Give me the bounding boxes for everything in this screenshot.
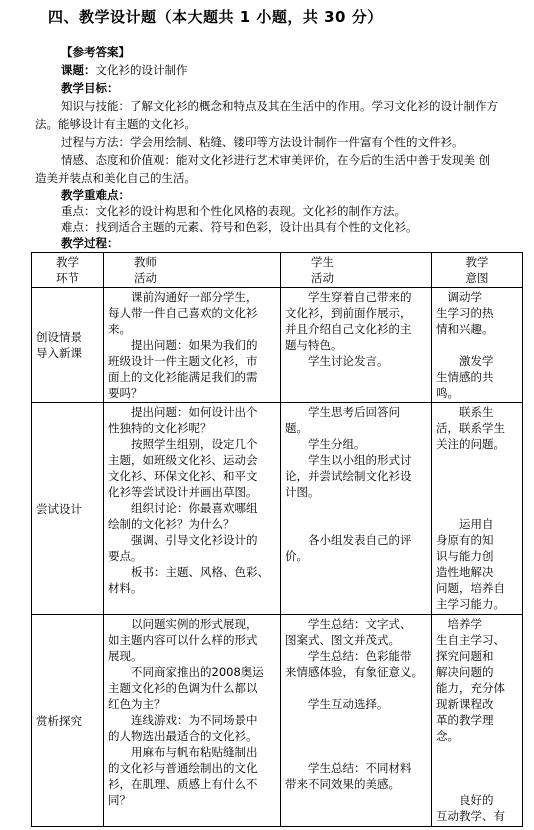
teacher-cell: 以问题实例的形式展现， 如主题内容可以什么样的形式 展现。 不同商家推出的2008奥运 主题文化衫的色调为什么都以 红色为主？ 连线游戏：为不同场景中 的人物选出最适合的文化衫。 用麻布与帆布粘贴缝制出 的文化衫与普通绘制出的文化 衫，在肌理、质感上有什么不 同？ xyxy=(104,615,281,827)
table-header-row xyxy=(32,253,523,288)
keypoint-2: 难点：找到适合主题的元素、符号和色彩，设计出具有个性的文化衫。 xyxy=(61,220,418,234)
goals-header: 教学目标： xyxy=(61,81,119,95)
process-header: 教学过程： xyxy=(61,236,119,250)
goal-line-1: 知识与技能：了解文化衫的概念和特点及其在生活中的作用。学习文化衫的设计制作方 xyxy=(61,99,498,113)
table-row xyxy=(32,288,523,403)
topic-line xyxy=(61,62,188,78)
section-title: 四、教学设计题（本大题共 1 小题，共 30 分） xyxy=(48,8,383,26)
goal-line-3: 过程与方法：学会用绘制、粘缝、镂印等方法设计制作一件富有个性的文件衫。 xyxy=(61,135,464,149)
intent-cell: 调动学 生学习的热 情和兴趣。 激发学 生情感的共 鸣。 xyxy=(432,288,523,403)
table-row xyxy=(32,403,523,615)
teacher-cell: 课前沟通好一部分学生， 每人带一件自己喜欢的文化衫 来。 提出问题：如果为我们的 班级设计一件主题文化衫，市 面上的文化衫能满足我们的需 要吗？ xyxy=(104,288,281,403)
student-cell: 学生思考后回答问 题。 学生分组。 学生以小组的形式讨 论，并尝试绘制文化衫设 计图。 各小组发表自己的评 价。 xyxy=(281,403,432,615)
teacher-cell: 提出问题：如何设计出个 性独特的文化衫呢？ 按照学生组别，设定几个 主题，如班级文化衫、运动会 文化衫、环保文化衫、和平文 化衫等尝试设计并画出草图。 组织讨论：你最喜欢哪组 绘制的文化衫？为什么？ 强调、引导文化衫设计的 要点。 板书：主题、风格、色彩、 材料。 xyxy=(104,403,281,615)
table-row xyxy=(32,615,523,827)
keypoint-1: 重点：文化衫的设计构思和个性化风格的表现。文化衫的制作方法。 xyxy=(61,204,406,218)
header-student: 学生 活动 xyxy=(281,253,432,288)
topic-label: 课题： xyxy=(61,63,96,77)
intent-cell: 联系生 活，联系学生 关注的问题。 运用自 身原有的知 识与能力创 造性地解决 问题，培养自 主学习能力。 xyxy=(432,403,523,615)
intent-cell: 培养学 生自主学习、 探究问题和 解决问题的 能力，充分体 现新课程改 革的教学理 念。 良好的 互动教学、有 xyxy=(432,615,523,827)
goal-line-2: 法。能够设计有主题的文化衫。 xyxy=(35,117,196,131)
answer-header: 【参考答案】 xyxy=(61,45,130,59)
student-cell: 学生穿着自己带来的 文化衫，到前面作展示， 并且介绍自己文化衫的主 题与特色。 学生讨论发言。 xyxy=(281,288,432,403)
stage-cell: 创设情景 导入新课 xyxy=(32,288,104,403)
header-intent: 教学 意图 xyxy=(432,253,523,288)
keypoints-header: 教学重难点： xyxy=(61,188,130,202)
header-stage: 教学 环节 xyxy=(32,253,104,288)
stage-cell: 尝试设计 xyxy=(32,403,104,615)
header-teacher: 教师 活动 xyxy=(104,253,281,288)
lesson-table xyxy=(31,252,523,827)
stage-cell: 赏析探究 xyxy=(32,615,104,827)
goal-line-5: 造美并装点和美化自己的生活。 xyxy=(35,171,196,185)
goal-line-4: 情感、态度和价值观：能对文化衫进行艺术审美评价，在今后的生活中善于发现美 创 xyxy=(61,153,491,167)
topic-value: 文化衫的设计制作 xyxy=(95,63,188,77)
student-cell: 学生总结：文字式、 图案式、图文并茂式。 学生总结：色彩能带 来情感体验，有象征意义。 学生互动选择。 学生总结：不同材料 带来不同效果的美感。 xyxy=(281,615,432,827)
